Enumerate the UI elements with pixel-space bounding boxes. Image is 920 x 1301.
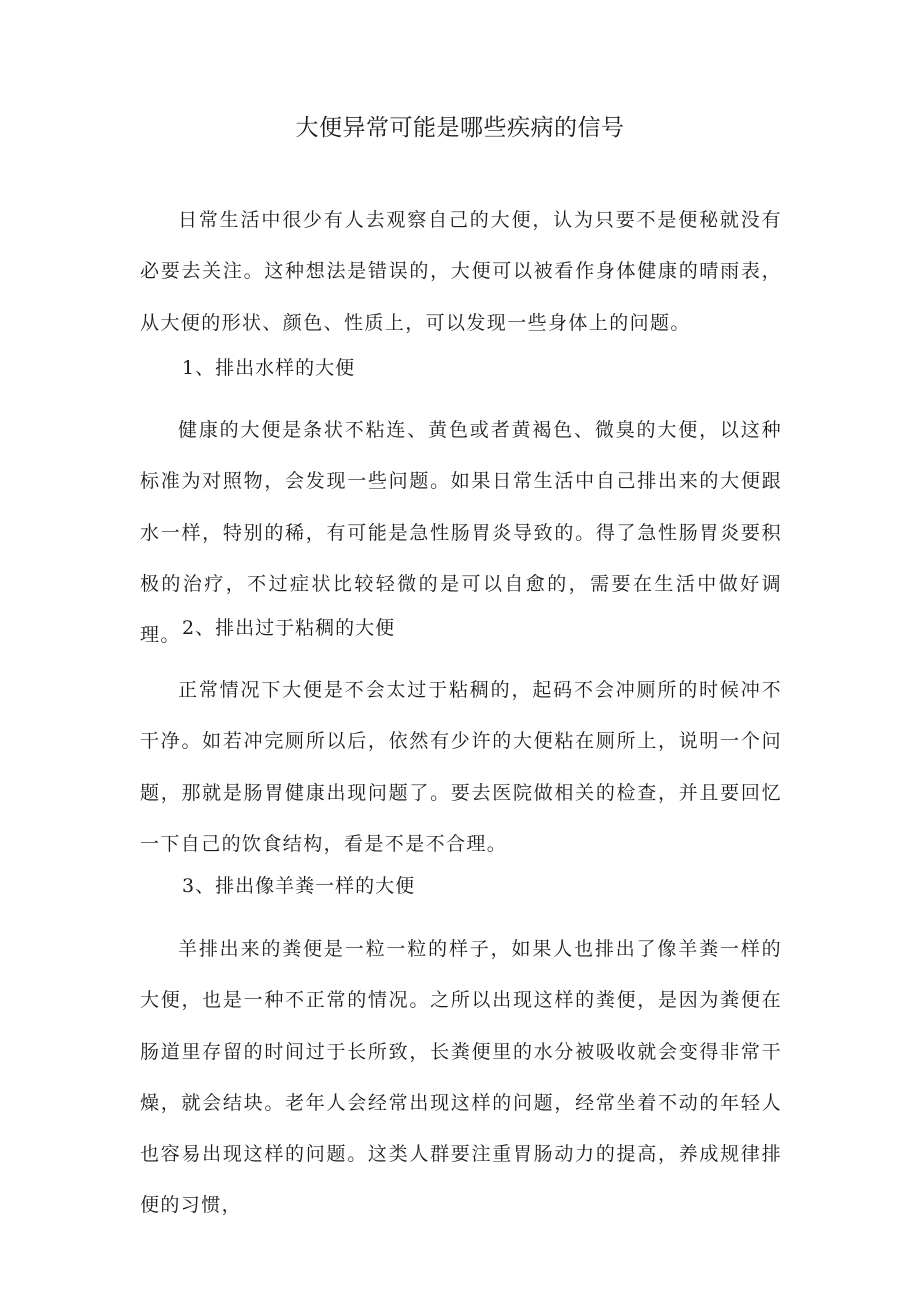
document-title: 大便异常可能是哪些疾病的信号 bbox=[295, 115, 625, 141]
section-1-heading: 1、排出水样的大便 bbox=[182, 357, 356, 379]
section-3-body: 羊排出来的粪便是一粒一粒的样子，如果人也排出了像羊粪一样的大便，也是一种不正常的情况。之所以出现这样的粪便，是因为粪便在肠道里存留的时间过于长所致，长粪便里的水分被吸收就会变得非常干燥，就会结块。老年人会经常出现这样的问题，经常坐着不动的年轻人也容易出现这样的问题。这类人群要注重胃肠动力的提高，养成规律排便的习惯， bbox=[140, 938, 782, 1217]
section-2-heading: 2、排出过于粘稠的大便 bbox=[182, 617, 396, 639]
section-2-body: 正常情况下大便是不会太过于粘稠的，起码不会冲厕所的时候冲不干净。如若冲完厕所以后，依然有少许的大便粘在厕所上，说明一个问题，那就是肠胃健康出现问题了。要去医院做相关的检查，并且要回忆一下自己的饮食结构，看是不是不合理。 bbox=[140, 679, 782, 855]
section-3-heading: 3、排出像羊粪一样的大便 bbox=[182, 875, 416, 897]
intro-paragraph: 日常生活中很少有人去观察自己的大便，认为只要不是便秘就没有必要去关注。这种想法是错误的，大便可以被看作身体健康的晴雨表，从大便的形状、颜色、性质上，可以发现一些身体上的问题。 bbox=[140, 209, 782, 334]
section-1-body: 健康的大便是条状不粘连、黄色或者黄褐色、微臭的大便，以这种标准为对照物，会发现一些问题。如果日常生活中自己排出来的大便跟水一样，特别的稀，有可能是急性肠胃炎导致的。得了急性肠胃炎要积极的治疗，不过症状比较轻微的是可以自愈的，需要在生活中做好调理。 bbox=[140, 419, 782, 647]
